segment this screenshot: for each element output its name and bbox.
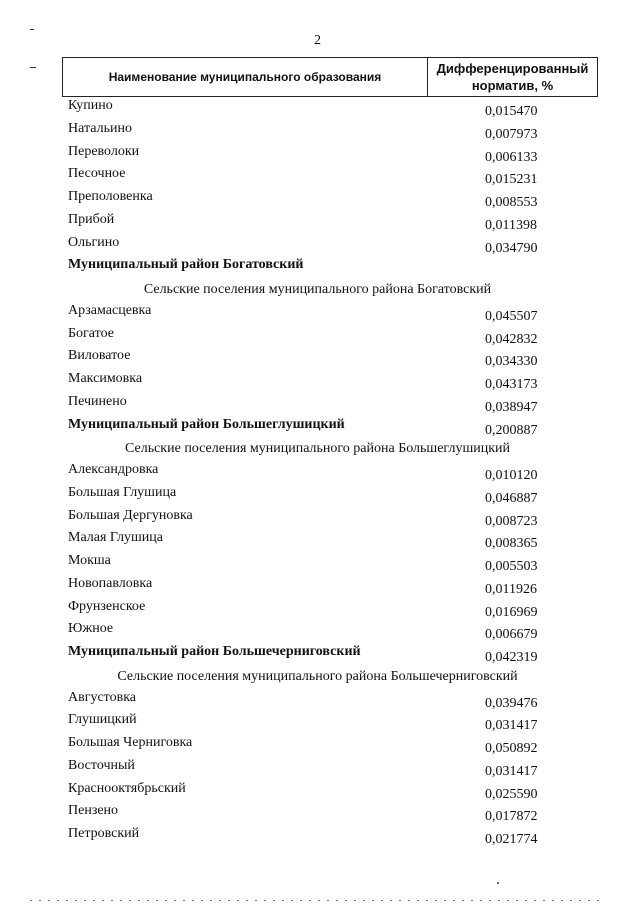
section-heading: Сельские поселения муниципального района Большеглушицкий — [125, 441, 510, 457]
value-column-header-line1: Дифференцированный — [436, 61, 589, 76]
section-heading-row — [0, 280, 635, 303]
scan-mark — [30, 67, 36, 68]
settlement-name: Муниципальный район Большеглушицкий — [68, 416, 345, 432]
settlement-name: Купино — [68, 98, 113, 113]
settlement-name: Максимовка — [68, 371, 143, 386]
settlement-name: Печинено — [68, 393, 127, 409]
table-row — [0, 735, 635, 758]
settlement-name: Большая Глушица — [68, 484, 177, 500]
section-heading-row — [0, 667, 635, 690]
settlement-name: Пензено — [68, 803, 119, 819]
table-row — [0, 485, 635, 508]
normative-value: 0,015231 — [485, 172, 538, 188]
settlement-name: Малая Глушица — [68, 530, 163, 546]
table-row — [0, 212, 635, 235]
settlement-name: Виловатое — [68, 348, 131, 364]
normative-value: 0,021774 — [485, 832, 538, 847]
settlement-name: Петровский — [68, 826, 140, 841]
table-row — [0, 781, 635, 804]
normative-value: 0,034330 — [485, 354, 538, 370]
scan-mark — [30, 29, 34, 30]
normative-value: 0,031417 — [485, 718, 538, 734]
normative-value: 0,042319 — [485, 650, 538, 665]
district-row — [0, 257, 635, 280]
normative-value: 0,005503 — [485, 559, 538, 574]
scan-edge — [30, 900, 605, 901]
settlement-name: Преполовенка — [68, 189, 153, 204]
table-row — [0, 98, 635, 121]
settlement-name: Александровка — [68, 462, 159, 477]
normative-value: 0,042832 — [485, 331, 538, 347]
value-column-header — [428, 58, 597, 96]
settlement-name: Натальино — [68, 120, 132, 136]
table-row — [0, 530, 635, 553]
section-heading: Сельские поселения муниципального района Большечерниговский — [117, 668, 518, 684]
district-row — [0, 644, 635, 667]
settlement-name: Ольгино — [68, 234, 120, 250]
settlement-name: Южное — [68, 621, 114, 637]
normative-value: 0,025590 — [485, 786, 538, 802]
table-row — [0, 166, 635, 189]
settlement-name: Глушицкий — [68, 712, 137, 728]
table-row — [0, 599, 635, 622]
table-row — [0, 576, 635, 599]
normative-value: 0,045507 — [485, 308, 538, 324]
settlement-name: Мокша — [68, 553, 111, 568]
normative-value: 0,017872 — [485, 809, 538, 825]
district-row — [0, 417, 635, 440]
normative-value: 0,011926 — [485, 581, 537, 597]
settlement-name: Богатое — [68, 325, 114, 341]
normative-value: 0,006679 — [485, 627, 538, 643]
normative-value: 0,043173 — [485, 377, 538, 392]
normative-value: 0,200887 — [485, 422, 538, 438]
settlement-name: Песочное — [68, 166, 126, 182]
normative-value: 0,034790 — [485, 240, 538, 256]
settlement-name: Новопавловка — [68, 575, 153, 591]
normative-value: 0,016969 — [485, 604, 538, 620]
table-row — [0, 712, 635, 735]
section-heading: Сельские поселения муниципального района Богатовский — [143, 282, 492, 297]
normative-value: 0,031417 — [485, 763, 538, 779]
table-row — [0, 394, 635, 417]
table-row — [0, 826, 635, 849]
table-row — [0, 121, 635, 144]
settlement-name: Фрунзенское — [68, 598, 146, 614]
scan-dot — [497, 882, 499, 884]
settlement-name: Большая Черниговка — [68, 735, 193, 750]
normative-value: 0,006133 — [485, 149, 538, 165]
normative-value: 0,008365 — [485, 536, 538, 552]
normative-value: 0,010120 — [485, 468, 538, 483]
settlement-name: Восточный — [68, 757, 135, 773]
table-body — [0, 98, 635, 849]
normative-value: 0,038947 — [485, 399, 538, 415]
table-row — [0, 189, 635, 212]
table-row — [0, 303, 635, 326]
normative-value: 0,008553 — [485, 195, 538, 210]
value-column-header-line2: норматив, % — [471, 78, 554, 93]
normative-value: 0,015470 — [485, 104, 538, 119]
normative-value: 0,046887 — [485, 490, 538, 506]
normative-value: 0,007973 — [485, 126, 538, 142]
table-row — [0, 144, 635, 167]
settlement-name: Прибой — [68, 211, 115, 227]
normative-value: 0,008723 — [485, 513, 538, 529]
table-row — [0, 758, 635, 781]
settlement-name: Арзамасцевка — [68, 302, 152, 318]
table-row — [0, 371, 635, 394]
table-row — [0, 348, 635, 371]
table-row — [0, 553, 635, 576]
table-row — [0, 803, 635, 826]
settlement-name: Августовка — [68, 689, 137, 705]
settlement-name: Муниципальный район Богатовский — [68, 257, 304, 273]
settlement-name: Муниципальный район Большечерниговский — [68, 644, 361, 659]
normative-value: 0,050892 — [485, 741, 538, 756]
normative-value: 0,011398 — [485, 217, 537, 233]
table-header — [62, 57, 598, 97]
section-heading-row — [0, 439, 635, 462]
settlement-name: Краснооктябрьский — [68, 780, 186, 796]
settlement-name: Переволоки — [68, 143, 140, 159]
table-row — [0, 462, 635, 485]
table-row — [0, 508, 635, 531]
table-row — [0, 326, 635, 349]
normative-value: 0,039476 — [485, 695, 538, 711]
table-row — [0, 621, 635, 644]
table-row — [0, 235, 635, 258]
settlement-name: Большая Дергуновка — [68, 507, 193, 523]
page-number: 2 — [314, 33, 321, 48]
table-row — [0, 690, 635, 713]
name-column-header: Наименование муниципального образования — [63, 58, 428, 96]
